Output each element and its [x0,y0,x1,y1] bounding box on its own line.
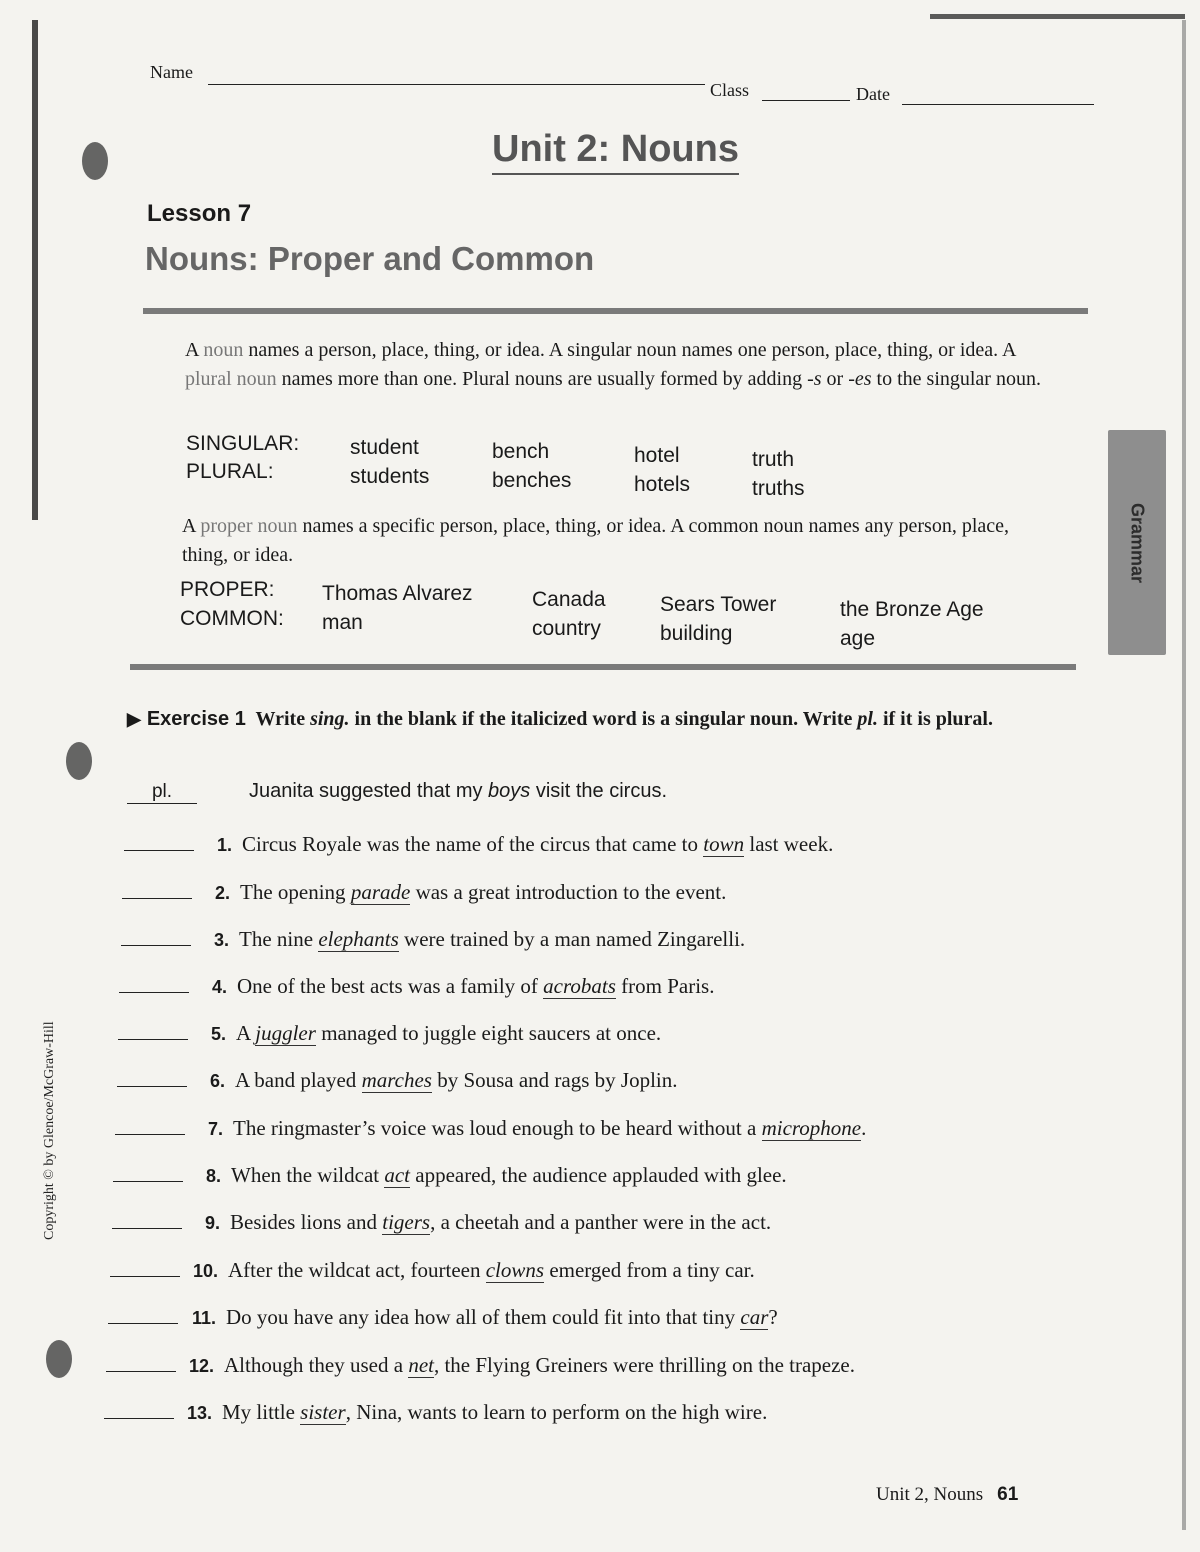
answer-blank[interactable] [113,1181,183,1182]
table-cell: the Bronze Age [840,598,984,621]
page-footer [876,1484,1018,1506]
exercise-item: 4. One of the best acts was a family of acrobats from Paris. [119,974,714,999]
target-word: clowns [485,1258,545,1282]
table-cell: student [350,436,419,459]
answer-blank[interactable] [122,898,192,899]
answer-blank[interactable] [106,1371,176,1372]
page-edge-shadow [32,20,38,520]
page-edge-shadow [1182,20,1186,1530]
target-word: car [740,1305,769,1329]
target-word: sister [300,1400,346,1424]
exercise-item: 9. Besides lions and tigers, a cheetah and a panther were in the act. [112,1210,771,1235]
answer-blank[interactable]: pl. [127,781,197,804]
row-label: PLURAL: [186,460,274,483]
table-cell: truth [752,448,795,471]
section-divider [130,664,1076,670]
lesson-number: Lesson 7 [147,200,252,227]
section-side-tab [1108,430,1166,655]
side-tab-label: Grammar [1127,502,1148,583]
target-word: acrobats [543,974,616,998]
page-number: 61 [997,1484,1019,1505]
page-edge-shadow [930,14,1185,19]
target-word: net [408,1353,434,1377]
answer-blank[interactable] [108,1323,178,1324]
target-word: marches [361,1068,432,1092]
exercise-item: 6. A band played marches by Sousa and rags by Joplin. [117,1068,678,1093]
table-cell: Sears Tower [660,593,777,616]
answer-blank[interactable] [104,1418,174,1419]
triangle-arrow-icon: ▶ [127,709,141,729]
name-field[interactable] [208,84,705,85]
footer-text: Unit 2, Nouns [876,1484,984,1505]
table-cell: bench [492,440,550,463]
exercise-item: 7. The ringmaster’s voice was loud enough to be heard without a microphone. [115,1116,866,1141]
table-cell: students [350,465,430,488]
exercise-item: 3. The nine elephants were trained by a man named Zingarelli. [121,927,745,952]
section-divider [143,308,1088,314]
exercise-item: 11. Do you have any idea how all of them could fit into that tiny car? [108,1305,778,1330]
definition-paragraph-2: A proper noun names a specific person, place, thing, or idea. A common noun names any person, place, thing, or idea. [182,515,1010,566]
target-word: boys [488,780,531,802]
target-word: microphone [761,1116,862,1140]
exercise-item: 13. My little sister, Nina, wants to learn to perform on the high wire. [104,1400,767,1425]
answer-blank[interactable] [124,850,194,851]
table-cell: building [660,622,733,645]
answer-blank[interactable] [110,1276,180,1277]
target-word: act [384,1163,411,1187]
answer-blank[interactable] [117,1086,187,1087]
class-field[interactable] [762,100,850,101]
table-cell: age [840,627,876,650]
table-cell: country [532,617,601,640]
exercise-item: 8. When the wildcat act appeared, the audience applauded with glee. [113,1163,787,1188]
answer-blank[interactable] [112,1228,182,1229]
answer-blank[interactable] [121,945,191,946]
exercise-item: 10. After the wildcat act, fourteen clowns emerged from a tiny car. [110,1258,755,1283]
target-word: tigers [382,1210,431,1234]
term-plural-noun: plural noun [185,368,277,390]
exercise-label: Exercise 1 [146,708,246,730]
target-word: elephants [318,927,399,951]
class-label: Class [710,80,750,100]
exercise-item: 2. The opening parade was a great introduction to the event. [122,880,726,905]
target-word: juggler [255,1021,316,1045]
row-label: COMMON: [180,607,284,630]
term-noun: noun [203,339,244,361]
exercise-item: 5. A juggler managed to juggle eight saucers at once. [118,1021,661,1046]
binder-hole [46,1340,72,1378]
definition-paragraph-1: A noun names a person, place, thing, or idea. A singular noun names one person, place, thing, or idea. A plural noun names more than one. Plural nouns are usually formed by adding -s or -es to the singular noun. [185,339,1041,390]
exercise-item: 12. Although they used a net, the Flying Greiners were thrilling on the trapeze. [106,1353,855,1378]
table-cell: hotels [634,473,691,496]
table-cell: Canada [532,588,606,611]
copyright-notice: Copyright © by Glencoe/McGraw-Hill [42,1021,57,1240]
exercise-instructions: ▶ Exercise 1 Write sing. in the blank if the italicized word is a singular noun. Write pl. if it is plural. [127,708,993,730]
table-cell: Thomas Alvarez [322,582,473,605]
binder-hole [82,142,108,180]
binder-hole [66,742,92,780]
term-proper-noun: proper noun [200,515,298,537]
name-label: Name [150,62,193,82]
lesson-title: Nouns: Proper and Common [145,240,595,277]
table-cell: hotel [634,444,680,467]
date-label: Date [856,84,890,104]
exercise-item: 1. Circus Royale was the name of the circus that came to town last week. [124,832,833,857]
table-cell: man [322,611,363,634]
target-word: parade [350,880,411,904]
table-cell: benches [492,469,572,492]
term-singular-noun: singular noun [567,339,677,361]
answer-blank[interactable] [119,992,189,993]
row-label: PROPER: [180,578,275,601]
answer-blank[interactable] [118,1039,188,1040]
target-word: town [703,832,745,856]
example-item: pl. Juanita suggested that my boys visit the circus. [127,780,667,804]
table-cell: truths [752,477,805,500]
answer-blank[interactable] [115,1134,185,1135]
term-common-noun: common noun [688,515,804,537]
unit-title: Unit 2: Nouns [492,128,739,175]
row-label: SINGULAR: [186,432,300,455]
date-field[interactable] [902,104,1094,105]
